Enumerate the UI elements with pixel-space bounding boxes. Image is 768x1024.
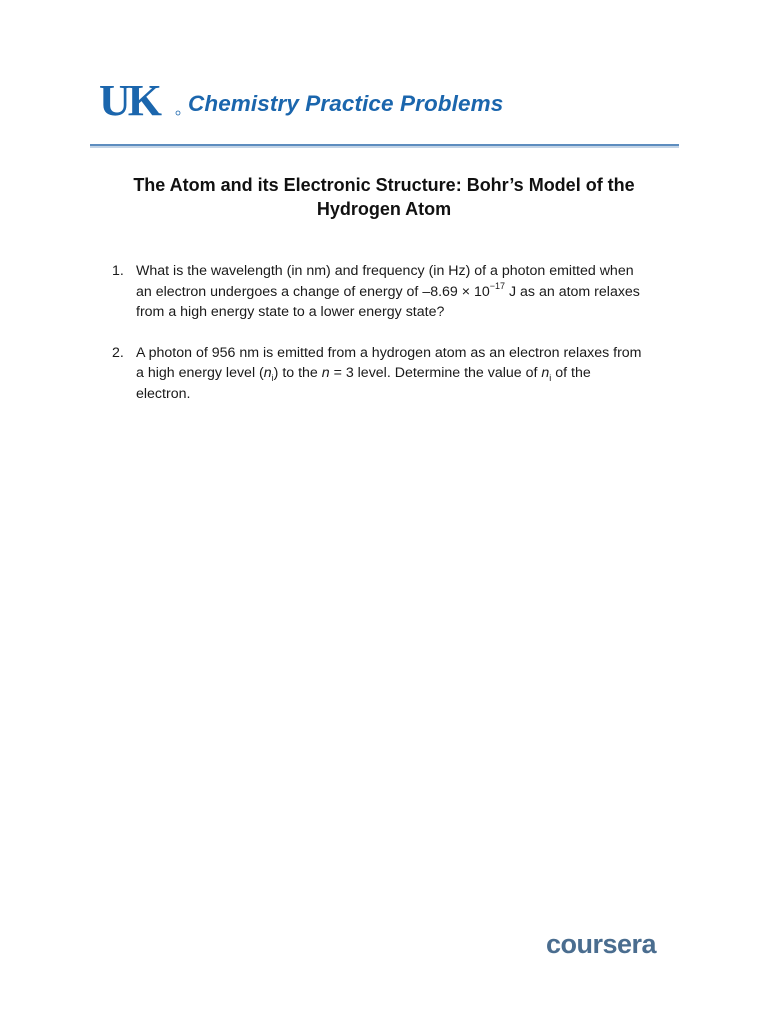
problem-2 (112, 343, 692, 405)
document-title-line-1: The Atom and its Electronic Structure: Bohr’s Model of the (133, 175, 635, 195)
uk-logo (99, 78, 181, 120)
problem-text-line: from a high energy state to a lower energy state? (136, 304, 445, 321)
problem-1 (112, 261, 692, 323)
coursera-logo (546, 930, 676, 960)
svg-text:UK: UK (99, 78, 159, 120)
problem-list (112, 261, 692, 425)
problem-number: 1. (112, 263, 124, 279)
document-title (84, 173, 684, 221)
page-header (99, 78, 659, 122)
problem-text-line: a high energy level $(n_i)$ to the n = 3 level. Determine the value of $n_i$ of the (136, 365, 591, 384)
header-title: Chemistry Practice Problems (188, 91, 504, 116)
problem-text-line: an electron undergoes a change of energy of $-8.69 \times 10^{-17}$ J as an atom relaxes (136, 280, 640, 300)
svg-text:coursera: coursera (546, 930, 657, 959)
exponent: −17 (489, 280, 506, 291)
document-title-line-2: Hydrogen Atom (316, 199, 452, 219)
problem-number: 2. (112, 344, 124, 361)
problem-text-line: A photon of 956 nm is emitted from a hydrogen atom as an electron relaxes from (136, 344, 642, 361)
problem-text-line: What is the wavelength (in nm) and frequency (in Hz) of a photon emitted when (136, 263, 634, 279)
problem-text-line: electron. (136, 385, 191, 402)
header-divider (90, 144, 679, 148)
